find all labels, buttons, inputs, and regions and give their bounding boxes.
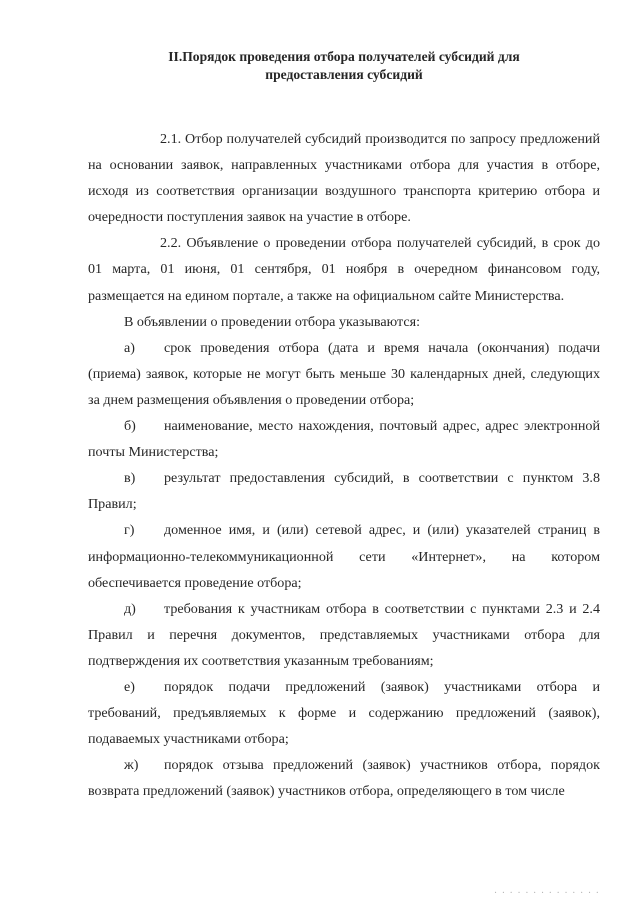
list-intro: В объявлении о проведении отбора указываются: (124, 313, 420, 330)
list-item-text: наименование, место нахождения, почтовый адрес, адрес электронной почты Министерства; (88, 418, 600, 461)
list-item-d (88, 596, 600, 674)
section-body (88, 126, 600, 804)
section-heading-line-2: предоставления субсидий (265, 67, 423, 82)
list-item-text: срок проведения отбора (дата и время начала (окончания) подачи (приема) заявок, которые не могут быть меньше 30 календарных дней, следующих за днем размещения объявления о проведении отбора; (88, 339, 600, 408)
list-item-text: порядок отзыва предложений (заявок) участников отбора, порядок возврата предложений (заявок) участников отбора, определяющего в том числе (88, 757, 600, 800)
list-item-b (88, 413, 600, 465)
paragraph-number: 2.1. (160, 131, 182, 147)
list-item-g (88, 517, 600, 595)
paragraph-number: 2.2. (160, 235, 182, 252)
paragraph-text: Отбор получателей субсидий производится по запросу предложений на основании заявок, направленных участниками отбора для участия в отборе, исходя из соответствия организации воздушного транспорта критерию отбора и очередности поступления заявок на участие в отборе. (88, 131, 600, 226)
list-item-marker: а) (124, 339, 135, 356)
list-item-marker: г) (124, 522, 135, 539)
list-item-marker: д) (124, 600, 136, 617)
paragraph-text: Объявление о проведении отбора получателей субсидий, в срок до 01 марта, 01 июня, 01 сентября, 01 ноября в очередном финансовом году, размещается на едином портале, а также на официальном сайте Министерства. (88, 235, 600, 304)
page-content (88, 48, 600, 804)
section-heading (88, 48, 600, 84)
list-item-marker: в) (124, 470, 136, 487)
list-item-v (88, 465, 600, 517)
paragraph-2-2 (88, 230, 600, 308)
list-item-zh (88, 752, 600, 804)
section-heading-line-1: II.Порядок проведения отбора получателей субсидий для (168, 49, 520, 64)
list-item-text: результат предоставления субсидий, в соответствии с пунктом 3.8 Правил; (88, 470, 600, 513)
list-item-marker: е) (124, 678, 135, 695)
list-item-text: порядок подачи предложений (заявок) участниками отбора и требований, предъявляемых к форме и содержанию предложений (заявок), подаваемых участниками отбора; (88, 678, 600, 748)
list-item-text: требования к участникам отбора в соответствии с пунктами 2.3 и 2.4 Правил и перечня документов, представляемых участниками отбора для подтверждения их соответствия указанным требованиям; (88, 600, 600, 669)
paragraph-2-1 (88, 126, 600, 230)
list-item-a (88, 335, 600, 413)
list-item-marker: б) (124, 418, 136, 435)
list-item-e (88, 674, 600, 752)
list-item-text: доменное имя, и (или) сетевой адрес, и (или) указателей страниц в информационно-телекоммуникационной сети «Интернет», на котором обеспечивается проведение отбора; (88, 522, 600, 591)
scan-artifact: · · · · · · · · · · · · · · (493, 888, 600, 899)
list-item-marker: ж) (124, 757, 139, 774)
